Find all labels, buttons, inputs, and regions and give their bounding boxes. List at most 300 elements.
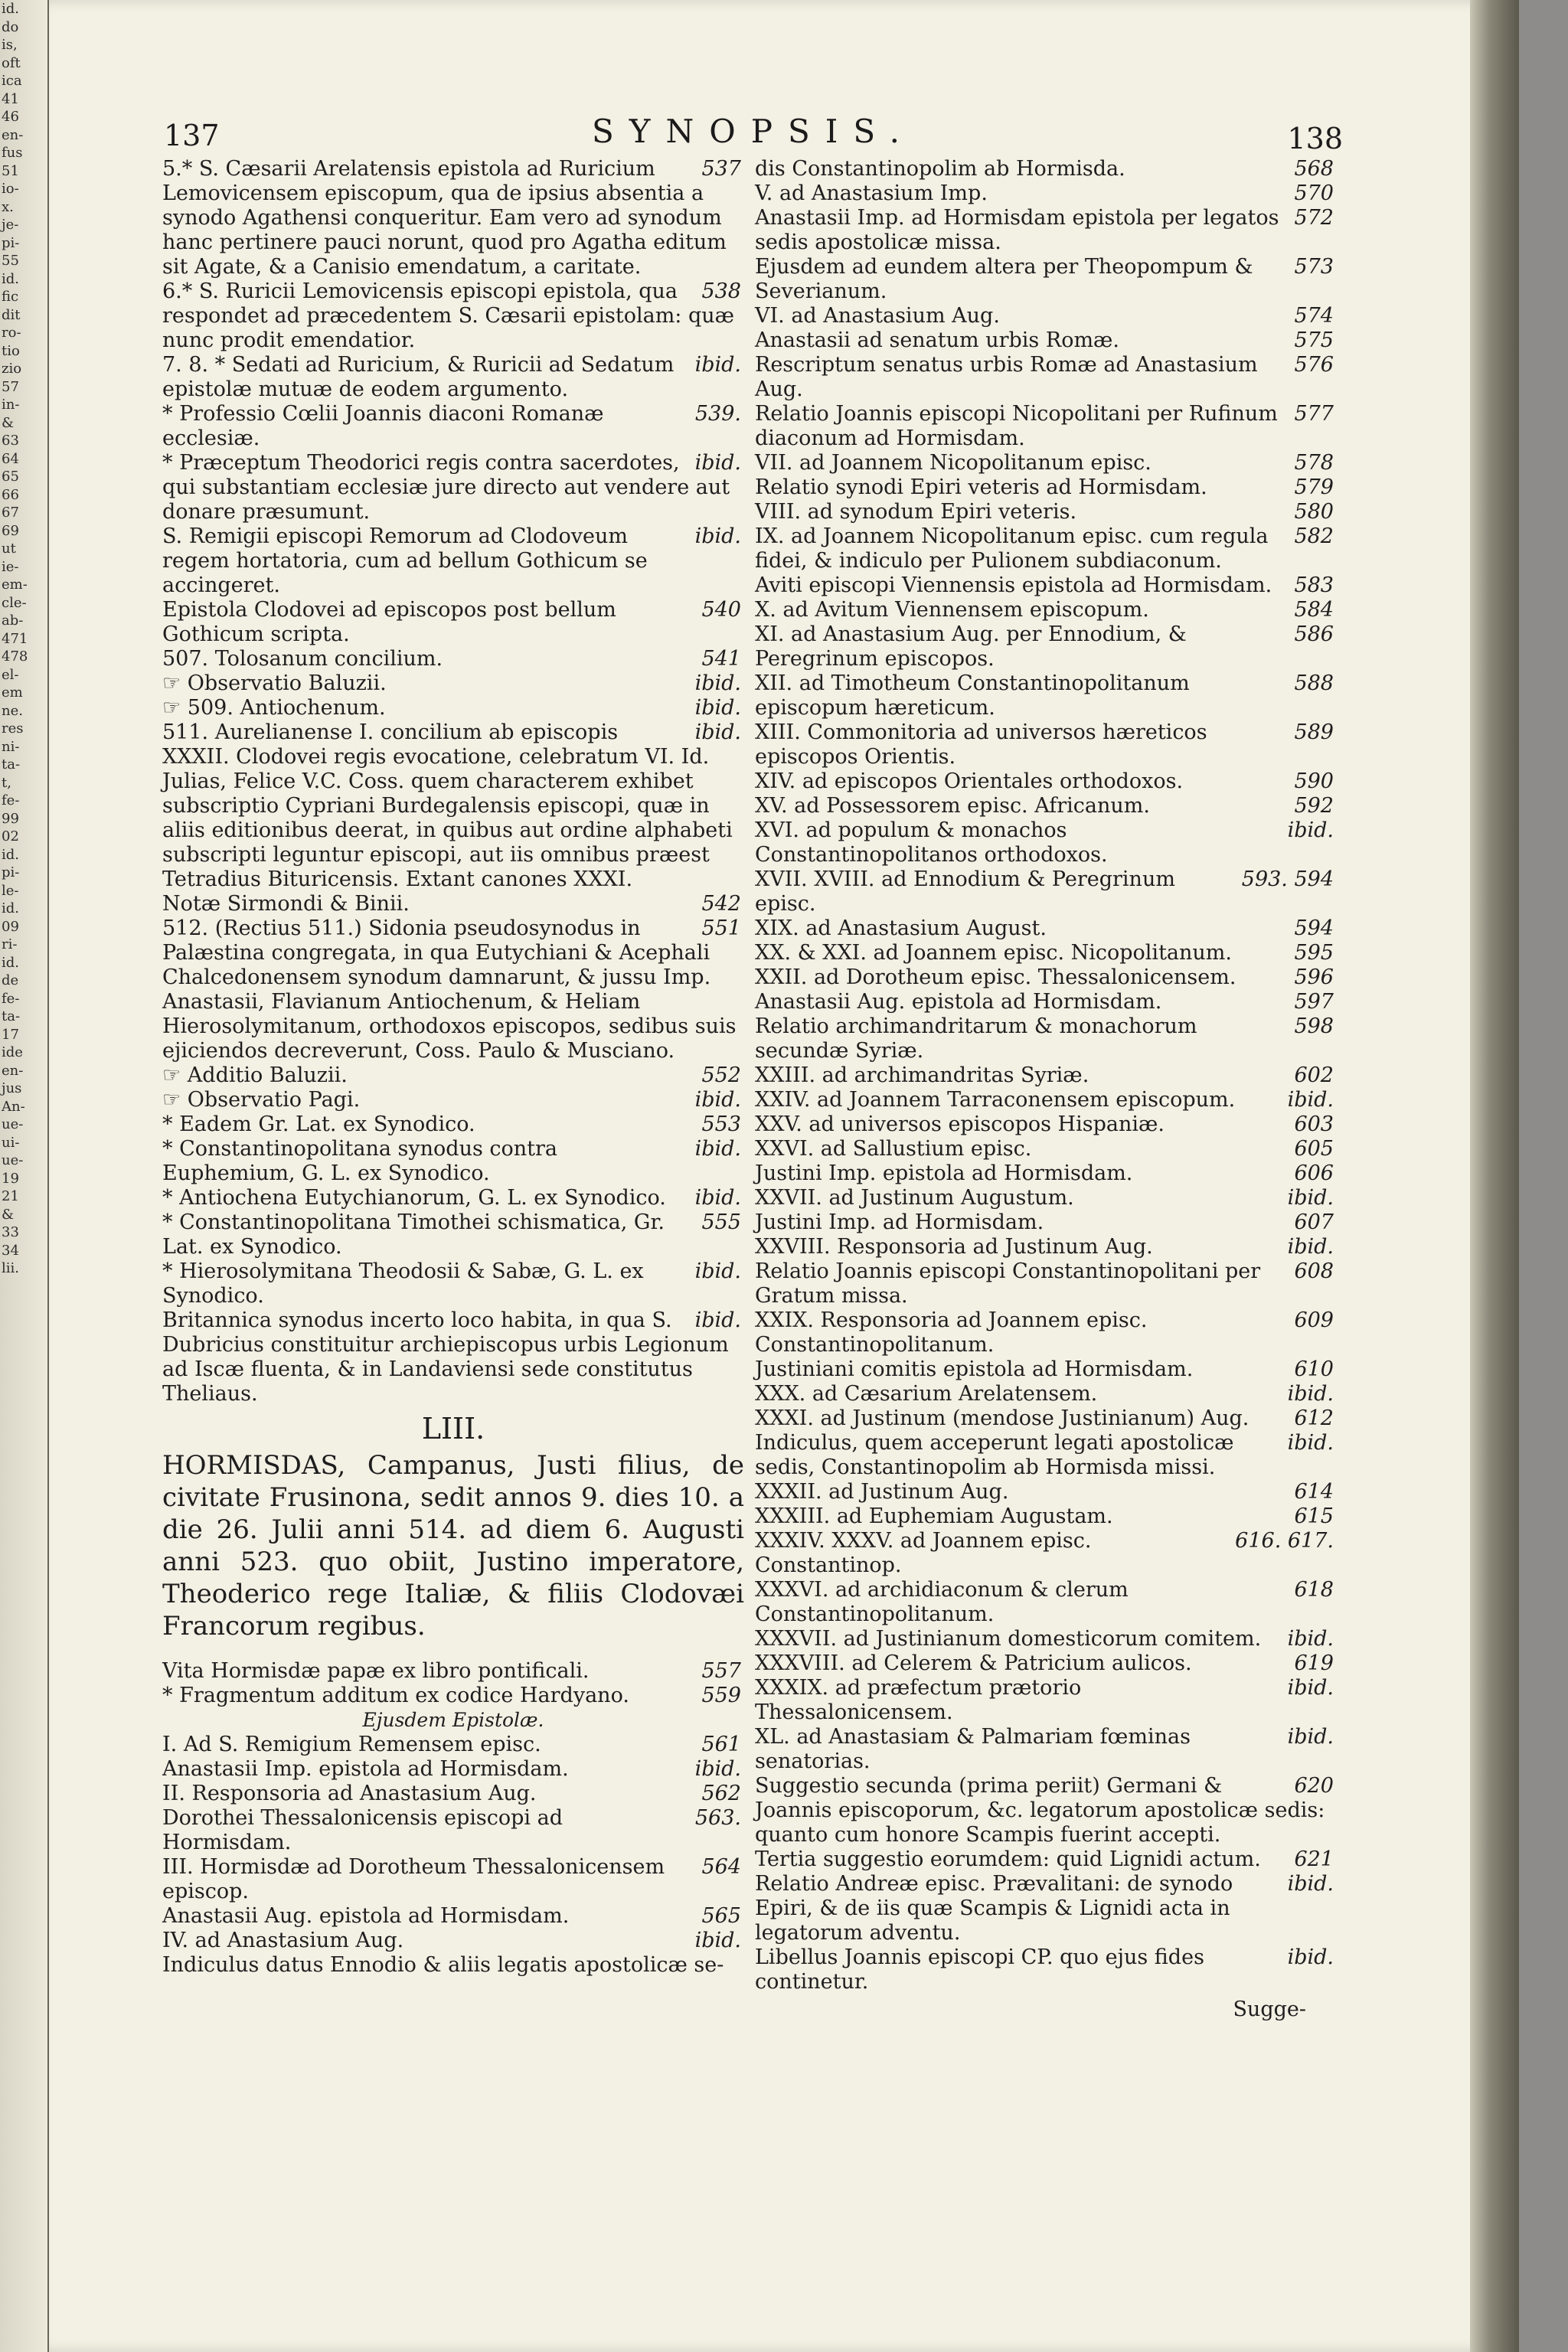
entry-page-ref: 580 <box>1294 500 1334 524</box>
index-entry <box>755 1112 1337 1137</box>
entry-page-ref: 553 <box>701 1112 741 1136</box>
page-number-right: 138 <box>1287 122 1343 155</box>
entry-text: Britannica synodus incerto loco habita, in qua S. Dubricius constituitur archiepiscopus urbis Legionum ad Iscæ fluenta, & in Landaviensi sede constitutus Theliaus. <box>162 1308 729 1406</box>
index-entry <box>755 1063 1337 1088</box>
entry-text: XVI. ad populum & monachos Constantinopolitanos orthodoxos. <box>755 818 1108 867</box>
entry-page-ref: 537 <box>701 157 741 181</box>
entry-page-ref: 609 <box>1294 1308 1334 1332</box>
entry-text: XIV. ad episcopos Orientales orthodoxos. <box>755 769 1184 793</box>
bleed-fragment: x. <box>2 198 14 215</box>
index-entry <box>162 1186 744 1210</box>
entry-page-ref: 586 <box>1294 622 1334 646</box>
index-entry <box>162 1733 744 1757</box>
entry-text: XIX. ad Anastasium August. <box>755 916 1047 940</box>
entry-page-ref: 618 <box>1294 1578 1334 1602</box>
bleed-fragment: & <box>2 1206 15 1223</box>
entry-page-ref: ibid. <box>694 671 741 695</box>
entry-text: XL. ad Anastasiam & Palmariam fœminas senatorias. <box>755 1725 1191 1773</box>
bleed-fragment: 471 <box>2 630 28 647</box>
entry-page-ref: 561 <box>701 1733 741 1756</box>
entry-page-ref: 582 <box>1294 524 1334 548</box>
bleed-fragment: fe- <box>2 792 20 808</box>
entry-page-ref: ibid. <box>1287 1676 1334 1700</box>
entry-page-ref: 579 <box>1294 475 1334 499</box>
bleed-fragment: ne. <box>2 702 23 719</box>
bleed-fragment: id. <box>2 900 20 916</box>
bleed-fragment: fic <box>2 289 19 305</box>
entry-text: ☞ Observatio Pagi. <box>162 1088 361 1112</box>
index-entry <box>755 622 1337 671</box>
entry-page-ref: 608 <box>1294 1259 1334 1283</box>
index-entry <box>162 1210 744 1259</box>
bleed-fragment: 19 <box>2 1170 19 1187</box>
entry-text: XVII. XVIII. ad Ennodium & Peregrinum episc. <box>755 867 1175 916</box>
bleed-fragment: fus <box>2 145 23 161</box>
bleed-fragment: 55 <box>2 253 19 269</box>
entry-page-ref: 596 <box>1294 965 1334 989</box>
index-entry <box>755 1308 1337 1357</box>
entry-text: * Eadem Gr. Lat. ex Synodico. <box>162 1112 475 1136</box>
index-entry <box>162 157 744 279</box>
bleed-fragment: 17 <box>2 1026 19 1043</box>
index-entry <box>162 1137 744 1186</box>
entry-text: Epistola Clodovei ad episcopos post bellum Gothicum scripta. <box>162 598 616 646</box>
entry-page-ref: ibid. <box>694 1186 741 1210</box>
entry-page-ref: ibid. <box>694 1308 741 1332</box>
index-entry <box>755 916 1337 941</box>
entry-text: Justiniani comitis epistola ad Hormisdam. <box>755 1357 1194 1381</box>
entry-page-ref: 559 <box>701 1684 741 1707</box>
entry-text: * Fragmentum additum ex codice Hardyano. <box>162 1684 629 1707</box>
index-entry <box>162 1953 744 1978</box>
entry-text: Anastasii Imp. epistola ad Hormisdam. <box>162 1757 569 1781</box>
entry-text: * Constantinopolitana Timothei schismatica, Gr. Lat. ex Synodico. <box>162 1210 665 1259</box>
entry-page-ref: 555 <box>701 1210 741 1234</box>
index-entry <box>162 1684 744 1708</box>
entry-text: X. ad Avitum Viennensem episcopum. <box>755 598 1149 622</box>
entry-text: XXXII. ad Justinum Aug. <box>755 1480 1009 1504</box>
bleed-fragment: en- <box>2 126 24 143</box>
index-entry <box>755 671 1337 720</box>
bleed-fragment: ue- <box>2 1152 24 1168</box>
index-entry <box>755 1725 1337 1774</box>
entry-page-ref: 603 <box>1294 1112 1334 1136</box>
bleed-fragment: An- <box>2 1098 25 1115</box>
entry-page-ref: 563. <box>694 1806 741 1830</box>
bleed-fragment: oft <box>2 54 21 71</box>
entry-text: Indiculus datus Ennodio & aliis legatis apostolicæ se- <box>162 1953 724 1977</box>
adjacent-page-margin <box>0 0 49 2352</box>
bleed-fragment: 33 <box>2 1224 19 1240</box>
left-entries-a <box>162 157 744 1406</box>
bleed-fragment: 21 <box>2 1188 19 1204</box>
entry-text: 5.* S. Cæsarii Arelatensis epistola ad Ruricium Lemovicensem episcopum, qua de ipsius absentia a synodo Agathensi conqueritur. Eam vero ad synodum hanc pertinere pauci norunt, quod pro Agatha editum sit Agate, & a Canisio emendatum, a caritate. <box>162 157 727 279</box>
index-entry <box>755 1088 1337 1112</box>
entry-text: 512. (Rectius 511.) Sidonia pseudosynodus in Palæstina congregata, in qua Eutychiani & Acephali Chalcedonensem synodum damnarunt, & jussu Imp. Anastasii, Flavianum Antiochenum, & Heliam Hierosolymitanum, orthodoxos episcopos, sedibus suis ejiciendos decreverunt, Coss. Paulo & Musciano. <box>162 916 737 1063</box>
bleed-fragment: jus <box>2 1080 22 1096</box>
index-entry <box>755 1235 1337 1259</box>
entry-text: Anastasii Aug. epistola ad Hormisdam. <box>755 990 1162 1014</box>
index-entry <box>755 1014 1337 1063</box>
entry-text: XXXVII. ad Justinianum domesticorum comitem. <box>755 1627 1262 1651</box>
index-entry <box>755 794 1337 818</box>
section-intro: HORMISDAS, Campanus, Justi filius, de civitate Frusinona, sedit annos 9. dies 10. a die 26. Julii anni 514. ad diem 6. Augusti anni 523. quo obiit, Justino imperatore, Theoderico rege Italiæ, & filiis Clodovæi Francorum regibus. <box>162 1450 744 1642</box>
index-entry <box>162 1112 744 1137</box>
index-entry <box>755 1872 1337 1945</box>
index-entry <box>755 328 1337 353</box>
index-entry <box>755 1945 1337 1994</box>
entry-page-ref: ibid. <box>694 524 741 548</box>
entry-page-ref: ibid. <box>1287 1088 1334 1112</box>
index-entry <box>162 402 744 451</box>
bleed-fragment: ta- <box>2 1008 21 1024</box>
entry-text: XXXIII. ad Euphemiam Augustam. <box>755 1504 1113 1528</box>
entry-page-ref: 570 <box>1294 181 1334 205</box>
entry-page-ref: 605 <box>1294 1137 1334 1161</box>
entry-text: XXVI. ad Sallustium episc. <box>755 1137 1032 1161</box>
entry-text: XXIII. ad archimandritas Syriæ. <box>755 1063 1089 1087</box>
bleed-fragment: & <box>2 414 15 431</box>
entry-page-ref: 568 <box>1294 157 1334 181</box>
entry-text: Suggestio secunda (prima periit) Germani & Joannis episcoporum, &c. legatorum apostolicæ sedis: quanto cum honore Scampis fuerint accepti. <box>755 1774 1325 1847</box>
running-header <box>164 111 1343 157</box>
entry-text: XXVII. ad Justinum Augustum. <box>755 1186 1074 1210</box>
entry-page-ref: 607 <box>1294 1210 1334 1234</box>
index-entry <box>755 1627 1337 1651</box>
entry-text: XXV. ad universos episcopos Hispaniæ. <box>755 1112 1165 1136</box>
entry-page-ref: 576 <box>1294 353 1334 377</box>
bleed-fragment: is, <box>2 37 18 53</box>
bleed-fragment: 46 <box>2 109 19 125</box>
entry-page-ref: 572 <box>1294 206 1334 230</box>
entry-text: II. Responsoria ad Anastasium Aug. <box>162 1782 537 1805</box>
index-entry <box>162 279 744 353</box>
entry-page-ref: ibid. <box>694 1259 741 1283</box>
entry-text: * Professio Cœlii Joannis diaconi Romanæ ecclesiæ. <box>162 402 604 450</box>
entry-page-ref: 552 <box>701 1063 741 1087</box>
entry-page-ref: 593. 594 <box>1241 867 1334 891</box>
index-entry <box>755 402 1337 451</box>
index-entry <box>755 990 1337 1014</box>
index-entry <box>162 1855 744 1904</box>
bleed-fragment: ri- <box>2 936 18 952</box>
index-entry <box>162 916 744 1063</box>
index-entry <box>755 598 1337 622</box>
entry-text: 507. Tolosanum concilium. <box>162 647 443 671</box>
bleed-fragment: cle- <box>2 594 27 611</box>
entry-text: XXII. ad Dorotheum episc. Thessalonicensem. <box>755 965 1236 989</box>
entry-page-ref: ibid. <box>1287 1872 1334 1896</box>
index-entry <box>755 818 1337 867</box>
entry-page-ref: 574 <box>1294 304 1334 328</box>
entry-text: Indiculus, quem acceperunt legati apostolicæ sedis, Constantinopolim ab Hormisda missi. <box>755 1431 1234 1479</box>
entry-text: XX. & XXI. ad Joannem episc. Nicopolitanum. <box>755 941 1232 965</box>
entry-page-ref: ibid. <box>694 353 741 377</box>
entry-text: Relatio Joannis episcopi Nicopolitani per Rufinum diaconum ad Hormisdam. <box>755 402 1278 450</box>
entry-page-ref: ibid. <box>1287 1431 1334 1455</box>
index-entry <box>755 1210 1337 1235</box>
index-entry <box>162 1782 744 1806</box>
entry-text: Relatio synodi Epiri veteris ad Hormisdam. <box>755 475 1207 499</box>
entry-text: XI. ad Anastasium Aug. per Ennodium, & Peregrinum episcopos. <box>755 622 1187 671</box>
entry-text: S. Remigii episcopi Remorum ad Clodoveum regem hortatoria, cum ad bellum Gothicum se accingeret. <box>162 524 648 597</box>
bleed-fragment: in- <box>2 397 20 413</box>
bleed-fragment: 69 <box>2 522 19 539</box>
entry-text: XV. ad Possessorem episc. Africanum. <box>755 794 1150 818</box>
entry-page-ref: 573 <box>1294 255 1334 279</box>
bleed-fragment: ui- <box>2 1134 20 1151</box>
left-entries-b1 <box>162 1659 744 1708</box>
entry-text: III. Hormisdæ ad Dorotheum Thessalonicensem episcop. <box>162 1855 665 1903</box>
entry-page-ref: 602 <box>1294 1063 1334 1087</box>
entry-text: XXIX. Responsoria ad Joannem episc. Constantinopolitanum. <box>755 1308 1148 1357</box>
entry-text: Justini Imp. ad Hormisdam. <box>755 1210 1044 1234</box>
entry-text: ☞ Observatio Baluzii. <box>162 671 387 695</box>
bleed-fragment: 99 <box>2 810 19 827</box>
index-entry <box>755 1161 1337 1186</box>
entry-page-ref: 575 <box>1294 328 1334 352</box>
bleed-fragment: 64 <box>2 450 19 467</box>
index-entry <box>755 524 1337 573</box>
bleed-fragment: 34 <box>2 1242 19 1259</box>
entry-page-ref: ibid. <box>1287 1627 1334 1651</box>
bleed-fragment: de <box>2 972 19 988</box>
index-entry <box>755 1676 1337 1725</box>
bleed-fragment: 65 <box>2 469 19 485</box>
entry-page-ref: 564 <box>701 1855 741 1879</box>
index-entry <box>755 867 1337 916</box>
entry-page-ref: ibid. <box>694 696 741 720</box>
bleed-fragment: tio <box>2 342 20 359</box>
index-entry <box>755 451 1337 475</box>
entry-page-ref: 595 <box>1294 941 1334 965</box>
bleed-fragment: pi- <box>2 234 20 251</box>
index-entry <box>755 1259 1337 1308</box>
bleed-fragment: je- <box>2 217 19 233</box>
bleed-fragment: ab- <box>2 612 24 629</box>
bleed-fragment: 63 <box>2 433 19 449</box>
entry-text: ☞ 509. Antiochenum. <box>162 696 386 720</box>
index-entry <box>162 1757 744 1782</box>
index-entry <box>162 1904 744 1929</box>
bleed-fragment: zio <box>2 361 22 377</box>
entry-page-ref: ibid. <box>694 1137 741 1161</box>
bleed-fragment: ut <box>2 541 16 557</box>
entry-page-ref: 538 <box>701 279 741 303</box>
entry-text: dis Constantinopolim ab Hormisda. <box>755 157 1125 181</box>
entry-page-ref: 620 <box>1294 1774 1334 1798</box>
index-entry <box>755 1186 1337 1210</box>
index-entry <box>755 206 1337 255</box>
entry-text: * Præceptum Theodorici regis contra sacerdotes, qui substantiam ecclesiæ jure directo aut vendere aut donare præsumunt. <box>162 451 730 524</box>
entry-page-ref: 590 <box>1294 769 1334 793</box>
entry-text: Relatio Joannis episcopi Constantinopolitani per Gratum missa. <box>755 1259 1261 1308</box>
entry-text: VI. ad Anastasium Aug. <box>755 304 1000 328</box>
index-entry <box>755 500 1337 524</box>
entry-text: * Hierosolymitana Theodosii & Sabæ, G. L. ex Synodico. <box>162 1259 644 1308</box>
bleed-fragment: res <box>2 720 24 737</box>
entry-page-ref: ibid. <box>694 1929 741 1952</box>
right-entries <box>755 157 1337 1994</box>
bleed-fragment: io- <box>2 181 19 197</box>
index-entry <box>755 573 1337 598</box>
index-entry <box>755 1382 1337 1406</box>
entry-text: XXVIII. Responsoria ad Justinum Aug. <box>755 1235 1153 1259</box>
bleed-fragment: pi- <box>2 864 20 880</box>
index-entry <box>162 1259 744 1308</box>
entry-text: Justini Imp. epistola ad Hormisdam. <box>755 1161 1133 1185</box>
bleed-fragment: ie- <box>2 558 19 575</box>
entry-text: XXXIV. XXXV. ad Joannem episc. Constantinop. <box>755 1529 1092 1577</box>
bleed-fragment: 478 <box>2 648 28 665</box>
bleed-fragment: dit <box>2 306 21 323</box>
page-number-left: 137 <box>164 119 220 152</box>
bleed-fragment: t, <box>2 774 11 791</box>
entry-text: I. Ad S. Remigium Remensem episc. <box>162 1733 541 1756</box>
bleed-fragment: 51 <box>2 162 19 179</box>
index-entry <box>755 475 1337 500</box>
entry-page-ref: 592 <box>1294 794 1334 818</box>
entry-text: Rescriptum senatus urbis Romæ ad Anastasium Aug. <box>755 353 1258 401</box>
index-entry <box>755 1529 1337 1578</box>
entry-text: 511. Aurelianense I. concilium ab episcopis XXXII. Clodovei regis evocatione, celebratum VI. Id. Julias, Felice V.C. Coss. quem characterem exhibet subscriptio Cypriani Burdegalensis episcopi, quæ in aliis editionibus deerat, in quibus aut ordine alphabeti subscripti leguntur episcopi, aut iis omnibus præest Tetradius Bituricensis. Extant canones XXXI. <box>162 720 733 891</box>
bleed-fragment: ta- <box>2 756 21 773</box>
index-entry <box>755 1480 1337 1504</box>
entry-text: IX. ad Joannem Nicopolitanum episc. cum regula fidei, & indiculo per Pulionem subdiaconum. <box>755 524 1269 573</box>
entry-text: Anastasii ad senatum urbis Romæ. <box>755 328 1120 352</box>
index-entry <box>755 1137 1337 1161</box>
index-entry <box>162 524 744 598</box>
left-column <box>162 157 744 1978</box>
entry-text: XXX. ad Cæsarium Arelatensem. <box>755 1382 1098 1406</box>
bleed-fragment: id. <box>2 1 20 17</box>
index-entry <box>755 304 1337 328</box>
index-entry <box>755 181 1337 206</box>
bleed-fragment: em <box>2 684 23 701</box>
entry-text: XII. ad Timotheum Constantinopolitanum episcopum hæreticum. <box>755 671 1190 720</box>
bleed-fragment: ue- <box>2 1116 24 1132</box>
section-title: LIII. <box>421 1412 485 1446</box>
entry-page-ref: 540 <box>701 598 741 622</box>
index-entry <box>162 671 744 696</box>
entry-page-ref: 557 <box>701 1659 741 1683</box>
bleed-fragment: lii. <box>2 1260 19 1276</box>
entry-text: XXXVIII. ad Celerem & Patricium aulicos. <box>755 1651 1192 1675</box>
entry-page-ref: 584 <box>1294 598 1334 622</box>
bleed-fragment: fe- <box>2 990 20 1007</box>
entry-text: XIII. Commonitoria ad universos hæreticos episcopos Orientis. <box>755 720 1207 769</box>
entry-text: Notæ Sirmondi & Binii. <box>162 892 410 916</box>
entry-text: Vita Hormisdæ papæ ex libro pontificali. <box>162 1659 590 1683</box>
index-entry <box>162 892 744 916</box>
entry-page-ref: 597 <box>1294 990 1334 1014</box>
entry-text: VIII. ad synodum Epiri veteris. <box>755 500 1077 524</box>
entry-page-ref: 588 <box>1294 671 1334 695</box>
entry-page-ref: ibid. <box>1287 1235 1334 1259</box>
entry-text: 7. 8. * Sedati ad Ruricium, & Ruricii ad Sedatum epistolæ mutuæ de eodem argumento. <box>162 353 675 401</box>
index-entry <box>162 696 744 720</box>
index-entry <box>162 598 744 647</box>
index-entry <box>162 451 744 524</box>
entry-text: XXIV. ad Joannem Tarraconensem episcopum. <box>755 1088 1236 1112</box>
index-entry <box>755 1406 1337 1431</box>
entry-text: Ejusdem ad eundem altera per Theopompum & Severianum. <box>755 255 1253 303</box>
index-entry <box>755 353 1337 402</box>
index-entry <box>162 720 744 892</box>
index-entry <box>755 255 1337 304</box>
bleed-fragment: em- <box>2 577 28 593</box>
entry-text: Anastasii Aug. epistola ad Hormisdam. <box>162 1904 570 1928</box>
entry-page-ref: 578 <box>1294 451 1334 475</box>
entry-page-ref: ibid. <box>694 1757 741 1781</box>
entry-text: Dorothei Thessalonicensis episcopi ad Hormisdam. <box>162 1806 564 1854</box>
bleed-fragment: 66 <box>2 486 19 503</box>
left-entries-b2 <box>162 1733 744 1978</box>
index-entry <box>162 1063 744 1088</box>
bleed-fragment: ro- <box>2 325 21 341</box>
entry-page-ref: ibid. <box>694 451 741 475</box>
entry-text: Relatio Andreæ episc. Prævalitani: de synodo Epiri, & de iis quæ Scampis & Lignidi acta in legatorum adventu. <box>755 1872 1233 1945</box>
index-entry <box>755 1847 1337 1872</box>
book-page <box>49 0 1519 2352</box>
bleed-fragment: el- <box>2 666 19 683</box>
bleed-fragment: ica <box>2 73 22 89</box>
entry-text: XXXVI. ad archidiaconum & clerum Constantinopolitanum. <box>755 1578 1129 1626</box>
entry-page-ref: ibid. <box>694 1088 741 1112</box>
index-entry <box>755 1504 1337 1529</box>
entry-text: Libellus Joannis episcopi CP. quo ejus fides continetur. <box>755 1945 1204 1994</box>
entry-text: VII. ad Joannem Nicopolitanum episc. <box>755 451 1152 475</box>
index-entry <box>162 1659 744 1684</box>
bleed-fragment: 41 <box>2 90 19 107</box>
bleed-fragment: ni- <box>2 738 20 755</box>
entry-page-ref: ibid. <box>1287 1186 1334 1210</box>
index-entry <box>755 1431 1337 1480</box>
entry-text: Tertia suggestio eorumdem: quid Lignidi actum. <box>755 1847 1261 1871</box>
entry-page-ref: 598 <box>1294 1014 1334 1038</box>
index-entry <box>755 1357 1337 1382</box>
entry-page-ref: ibid. <box>1287 818 1334 842</box>
index-entry <box>162 353 744 402</box>
entry-text: XXXIX. ad præfectum prætorio Thessalonicensem. <box>755 1676 1082 1724</box>
entry-text: IV. ad Anastasium Aug. <box>162 1929 404 1952</box>
bleed-fragment: ide <box>2 1044 23 1060</box>
index-entry <box>755 1774 1337 1847</box>
index-entry <box>162 1308 744 1406</box>
entry-page-ref: 612 <box>1294 1406 1334 1430</box>
index-entry <box>162 1088 744 1112</box>
bleed-fragment: le- <box>2 882 19 899</box>
entry-page-ref: 541 <box>701 647 741 671</box>
catchword: Sugge- <box>1233 1998 1306 2021</box>
book-spine-shadow <box>1470 0 1519 2352</box>
entry-page-ref: 583 <box>1294 573 1334 597</box>
entry-text: ☞ Additio Baluzii. <box>162 1063 348 1087</box>
bleed-fragment: id. <box>2 954 20 971</box>
bleed-fragment: id. <box>2 846 20 863</box>
index-entry <box>755 1651 1337 1676</box>
index-entry <box>755 769 1337 794</box>
entry-page-ref: 594 <box>1294 916 1334 940</box>
entry-page-ref: 577 <box>1294 402 1334 426</box>
running-title: SYNOPSIS. <box>592 113 915 150</box>
entry-page-ref: ibid. <box>694 720 741 744</box>
index-entry <box>162 1929 744 1953</box>
entry-page-ref: 562 <box>701 1782 741 1805</box>
entry-text: V. ad Anastasium Imp. <box>755 181 988 205</box>
entry-text: * Constantinopolitana synodus contra Euphemium, G. L. ex Synodico. <box>162 1137 558 1185</box>
entry-text: Anastasii Imp. ad Hormisdam epistola per legatos sedis apostolicæ missa. <box>755 206 1279 254</box>
